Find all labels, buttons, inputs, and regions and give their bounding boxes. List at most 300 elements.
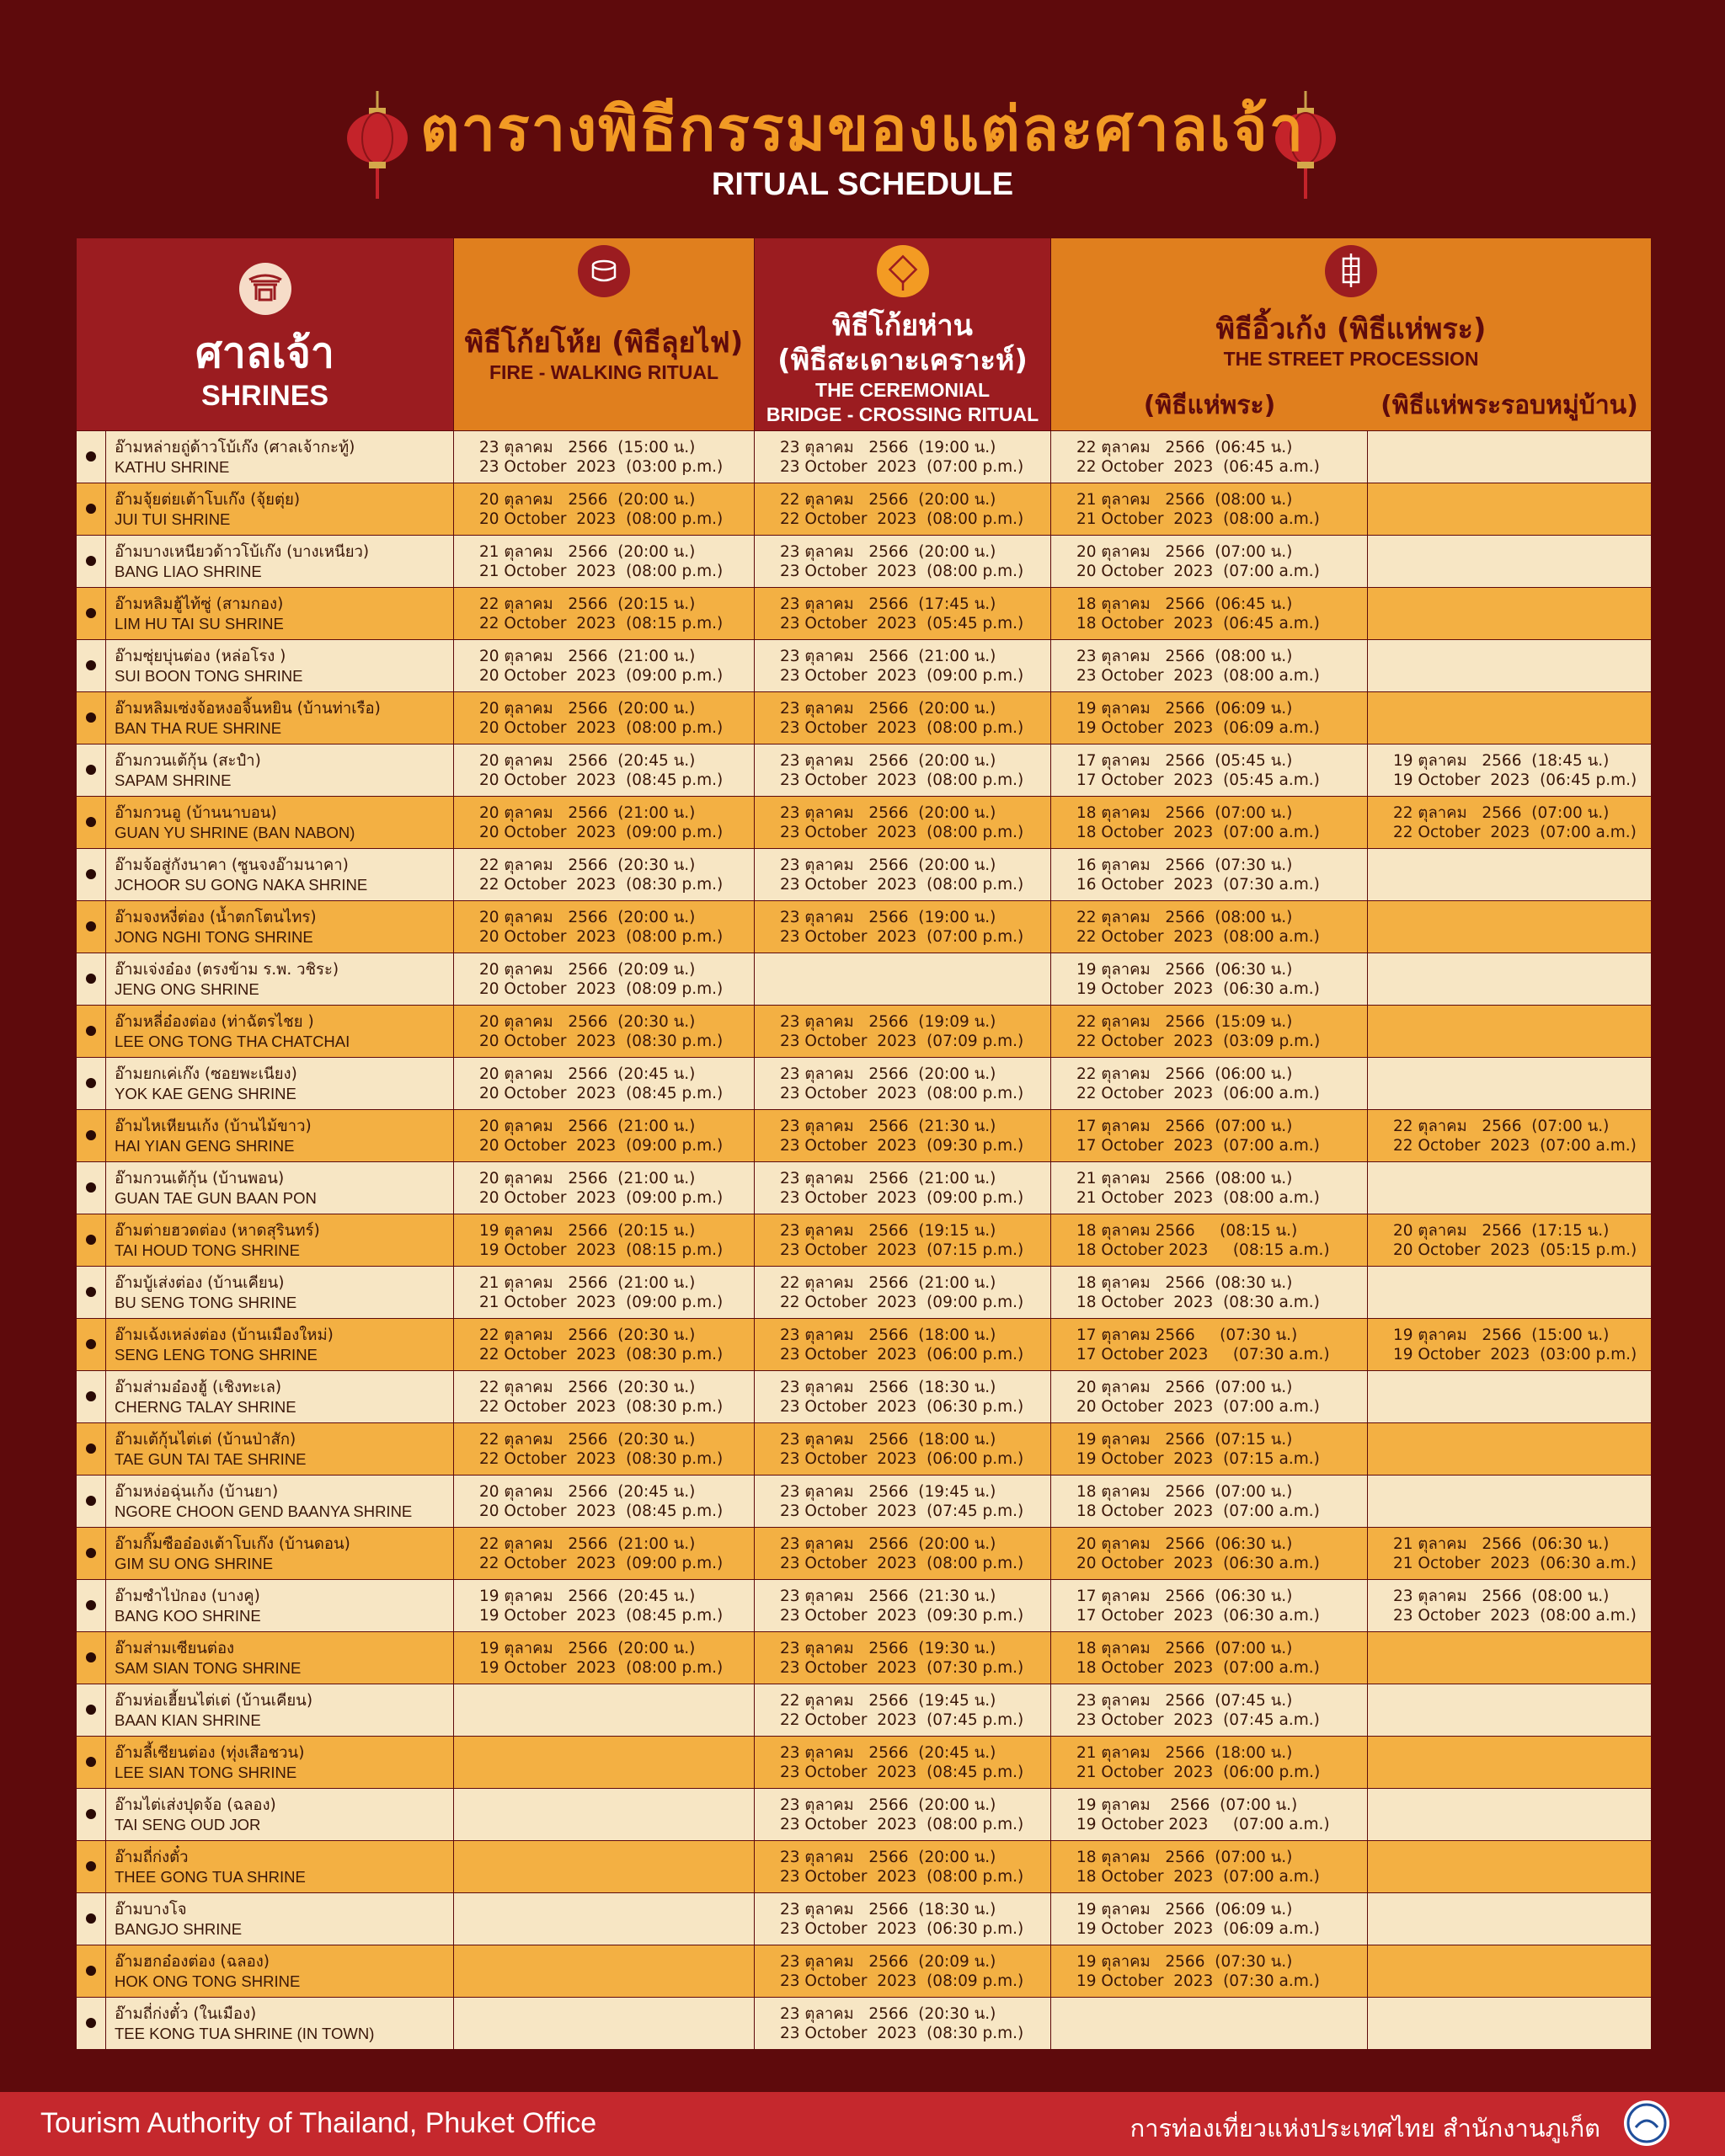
date-thai: 18 ตุลาคม 2566 (08:15 น.) xyxy=(1076,1221,1298,1240)
row-bullet xyxy=(77,640,106,692)
shrine-name-cell xyxy=(106,1528,454,1580)
shrine-name-english: CHERNG TALAY SHRINE xyxy=(115,1397,296,1416)
date-english: 18 October 2023 (06:45 a.m.) xyxy=(1076,614,1320,632)
shrine-name-english: LEE SIAN TONG SHRINE xyxy=(115,1763,297,1781)
date-thai: 23 ตุลาคม 2566 (20:00 น.) xyxy=(780,699,996,718)
fire-date-cell xyxy=(454,1893,755,1945)
proc-date-cell xyxy=(1051,1528,1368,1580)
date-english: 20 October 2023 (05:15 p.m.) xyxy=(1393,1241,1637,1259)
table-row xyxy=(77,483,1652,536)
date-english: 18 October 2023 (07:00 a.m.) xyxy=(1076,1658,1320,1677)
date-english: 23 October 2023 (03:00 p.m.) xyxy=(479,457,724,476)
date-english: 20 October 2023 (09:00 p.m.) xyxy=(479,666,724,685)
date-english: 19 October 2023 (07:00 a.m.) xyxy=(1076,1815,1330,1833)
row-bullet xyxy=(77,1580,106,1632)
date-english: 23 October 2023 (08:45 p.m.) xyxy=(780,1763,1024,1781)
date-thai: 23 ตุลาคม 2566 (20:00 น.) xyxy=(780,751,996,770)
proc-date-cell xyxy=(1051,1632,1368,1684)
date-english: 20 October 2023 (08:00 p.m.) xyxy=(479,510,724,528)
date-english: 21 October 2023 (08:00 a.m.) xyxy=(1076,1188,1320,1207)
date-english: 21 October 2023 (08:00 a.m.) xyxy=(1076,510,1320,528)
row-bullet xyxy=(77,588,106,640)
date-thai: 23 ตุลาคม 2566 (08:00 น.) xyxy=(1393,1587,1610,1605)
date-english: 18 October 2023 (08:30 a.m.) xyxy=(1076,1293,1320,1311)
date-english: 18 October 2023 (07:00 a.m.) xyxy=(1076,1867,1320,1886)
shrine-name-thai: อ๊ามกวนเต้กุ้น (สะปำ) xyxy=(115,751,261,770)
row-bullet xyxy=(77,1893,106,1945)
village-date-cell xyxy=(1368,1737,1652,1789)
date-thai: 20 ตุลาคม 2566 (17:15 น.) xyxy=(1393,1221,1610,1240)
fire-date-cell xyxy=(454,1319,755,1371)
date-thai: 21 ตุลาคม 2566 (06:30 น.) xyxy=(1393,1534,1610,1553)
shrine-name-thai: อ๊ามบู้เส่งต่อง (บ้านเคียน) xyxy=(115,1273,285,1292)
bullet-dot-icon xyxy=(86,1652,96,1662)
chinese-knot-icon xyxy=(877,245,929,297)
bullet-dot-icon xyxy=(86,1705,96,1715)
proc-date-cell xyxy=(1051,1214,1368,1267)
date-thai: 23 ตุลาคม 2566 (19:00 น.) xyxy=(780,438,996,456)
shrine-name-thai: อ๊ามฮกอ๋องต่อง (ฉลอง) xyxy=(115,1952,270,1971)
proc-date-cell xyxy=(1051,1998,1368,2050)
row-bullet xyxy=(77,744,106,797)
date-english: 22 October 2023 (07:45 p.m.) xyxy=(780,1710,1024,1729)
fire-date-cell xyxy=(454,1371,755,1423)
shrine-name-english: SAM SIAN TONG SHRINE xyxy=(115,1658,302,1677)
bullet-dot-icon xyxy=(86,869,96,879)
shrine-name-thai: อ๊ามไหเหียนเก้ง (บ้านไม้ขาว) xyxy=(115,1117,312,1135)
shrine-name-cell xyxy=(106,588,454,640)
shrine-name-thai: อ๊ามถี่ก่งตั๋ว (ในเมือง) xyxy=(115,2004,257,2023)
row-bullet xyxy=(77,536,106,588)
shrine-name-cell xyxy=(106,1789,454,1841)
bullet-dot-icon xyxy=(86,1130,96,1140)
bullet-dot-icon xyxy=(86,2018,96,2028)
date-thai: 22 ตุลาคม 2566 (20:30 น.) xyxy=(479,1430,696,1449)
date-english: 22 October 2023 (08:00 a.m.) xyxy=(1076,927,1320,946)
shrine-name-thai: อ๊ามหลิมฮู้ไท้ซู่ (สามกอง) xyxy=(115,595,284,613)
date-english: 22 October 2023 (08:30 p.m.) xyxy=(479,1449,724,1468)
date-english: 19 October 2023 (06:30 a.m.) xyxy=(1076,979,1320,998)
date-english: 19 October 2023 (07:15 a.m.) xyxy=(1076,1449,1320,1468)
bullet-dot-icon xyxy=(86,1548,96,1558)
row-bullet xyxy=(77,797,106,849)
bridge-date-cell xyxy=(755,1423,1051,1476)
row-bullet xyxy=(77,1841,106,1893)
shrine-name-english: BAN THA RUE SHRINE xyxy=(115,718,282,737)
shrine-name-thai: อ๊ามจุ้ยต่ยเต้าโบเก๊ง (จุ้ยตุ่ย) xyxy=(115,490,301,509)
date-english: 23 October 2023 (06:00 p.m.) xyxy=(780,1345,1024,1364)
shrine-name-thai: อ๊ามห่อเฮี้ยนไต่เต่ (บ้านเคียน) xyxy=(115,1691,313,1710)
date-thai: 17 ตุลาคม 2566 (05:45 น.) xyxy=(1076,751,1293,770)
shrines-title-thai: ศาลเจ้า xyxy=(195,328,334,377)
proc-date-cell xyxy=(1051,953,1368,1006)
date-english: 20 October 2023 (08:09 p.m.) xyxy=(479,979,724,998)
date-english: 21 October 2023 (06:00 p.m.) xyxy=(1076,1763,1321,1781)
date-thai: 23 ตุลาคม 2566 (18:30 น.) xyxy=(780,1900,996,1919)
shrine-name-thai: อ๊ามจงหงี่ต่อง (น้ำตกโตนไทร) xyxy=(115,908,317,926)
date-english: 18 October 2023 (08:15 a.m.) xyxy=(1076,1241,1330,1259)
bridge-date-cell xyxy=(755,1162,1051,1214)
shrine-name-cell xyxy=(106,1319,454,1371)
bridge-date-cell xyxy=(755,640,1051,692)
village-date-cell xyxy=(1368,536,1652,588)
date-english: 22 October 2023 (08:30 p.m.) xyxy=(479,1345,724,1364)
fire-date-cell xyxy=(454,1267,755,1319)
shrine-name-cell xyxy=(106,849,454,901)
date-english: 23 October 2023 (07:15 p.m.) xyxy=(780,1241,1024,1259)
bridge-title-english-line2: BRIDGE - CROSSING RITUAL xyxy=(766,403,1039,426)
shrine-name-cell xyxy=(106,1684,454,1737)
date-thai: 22 ตุลาคม 2566 (19:45 น.) xyxy=(780,1691,996,1710)
bridge-date-cell xyxy=(755,536,1051,588)
shrine-name-thai: อ๊ามเจ่งอ๋อง (ตรงข้าม ร.พ. วชิระ) xyxy=(115,960,339,979)
date-thai: 23 ตุลาคม 2566 (21:00 น.) xyxy=(780,647,996,665)
date-english: 22 October 2023 (08:30 p.m.) xyxy=(479,1397,724,1416)
bullet-dot-icon xyxy=(86,765,96,775)
footer-organization-english: Tourism Authority of Thailand, Phuket Office xyxy=(40,2107,597,2139)
date-english: 22 October 2023 (06:45 a.m.) xyxy=(1076,457,1320,476)
bridge-date-cell xyxy=(755,1319,1051,1371)
table-row xyxy=(77,1998,1652,2050)
lantern-icon xyxy=(1325,245,1377,297)
date-english: 18 October 2023 (07:00 a.m.) xyxy=(1076,1502,1320,1520)
proc-date-cell xyxy=(1051,1476,1368,1528)
date-thai: 16 ตุลาคม 2566 (07:30 น.) xyxy=(1076,856,1293,874)
table-row xyxy=(77,431,1652,483)
date-thai: 20 ตุลาคม 2566 (20:00 น.) xyxy=(479,908,696,926)
village-date-cell xyxy=(1368,1476,1652,1528)
shrine-name-cell xyxy=(106,1893,454,1945)
date-thai: 20 ตุลาคม 2566 (21:00 น.) xyxy=(479,1169,696,1187)
shrine-name-thai: อ๊ามจ้อสู่กังนาคา (ซูนจงอ๊ามนาคา) xyxy=(115,856,349,874)
bullet-dot-icon xyxy=(86,451,96,462)
shrine-name-english: KATHU SHRINE xyxy=(115,457,230,476)
date-thai: 19 ตุลาคม 2566 (06:09 น.) xyxy=(1076,1900,1293,1919)
bullet-dot-icon xyxy=(86,1861,96,1871)
table-row xyxy=(77,953,1652,1006)
table-row xyxy=(77,536,1652,588)
date-english: 19 October 2023 (08:45 p.m.) xyxy=(479,1606,724,1625)
date-thai: 23 ตุลาคม 2566 (18:00 น.) xyxy=(780,1326,996,1344)
date-english: 23 October 2023 (07:30 p.m.) xyxy=(780,1658,1024,1677)
date-english: 22 October 2023 (07:00 a.m.) xyxy=(1393,1136,1637,1155)
ritual-schedule-table xyxy=(76,237,1652,2050)
shrine-name-cell xyxy=(106,536,454,588)
date-english: 20 October 2023 (09:00 p.m.) xyxy=(479,823,724,841)
shrine-name-cell xyxy=(106,1371,454,1423)
date-thai: 19 ตุลาคม 2566 (06:30 น.) xyxy=(1076,960,1293,979)
shrine-name-english: BANG KOO SHRINE xyxy=(115,1606,261,1625)
date-thai: 22 ตุลาคม 2566 (20:30 น.) xyxy=(479,1326,696,1344)
date-english: 20 October 2023 (08:00 p.m.) xyxy=(479,927,724,946)
date-english: 19 October 2023 (06:09 a.m.) xyxy=(1076,718,1320,737)
date-english: 19 October 2023 (03:00 p.m.) xyxy=(1393,1345,1637,1364)
bullet-dot-icon xyxy=(86,1391,96,1401)
bridge-date-cell xyxy=(755,1684,1051,1737)
date-thai: 23 ตุลาคม 2566 (15:00 น.) xyxy=(479,438,696,456)
bridge-date-cell xyxy=(755,692,1051,744)
bridge-date-cell xyxy=(755,797,1051,849)
village-date-cell xyxy=(1368,1632,1652,1684)
date-thai: 23 ตุลาคม 2566 (08:00 น.) xyxy=(1076,647,1293,665)
table-row xyxy=(77,1632,1652,1684)
date-thai: 23 ตุลาคม 2566 (20:00 น.) xyxy=(780,803,996,822)
table-row xyxy=(77,588,1652,640)
date-english: 19 October 2023 (08:00 p.m.) xyxy=(479,1658,724,1677)
bullet-dot-icon xyxy=(86,1078,96,1088)
row-bullet xyxy=(77,1058,106,1110)
fire-date-cell xyxy=(454,1058,755,1110)
proc-date-cell xyxy=(1051,1841,1368,1893)
fire-date-cell xyxy=(454,536,755,588)
table-row xyxy=(77,1110,1652,1162)
proc-date-cell xyxy=(1051,797,1368,849)
village-date-cell xyxy=(1368,1371,1652,1423)
village-date-cell xyxy=(1368,1580,1652,1632)
date-thai: 22 ตุลาคม 2566 (20:30 น.) xyxy=(479,856,696,874)
date-thai: 19 ตุลาคม 2566 (07:00 น.) xyxy=(1076,1796,1298,1814)
fire-title-english: FIRE - WALKING RITUAL xyxy=(489,360,719,383)
row-bullet xyxy=(77,1162,106,1214)
proc-date-cell xyxy=(1051,1789,1368,1841)
date-thai: 18 ตุลาคม 2566 (07:00 น.) xyxy=(1076,1482,1293,1501)
bridge-date-cell xyxy=(755,588,1051,640)
shrine-name-thai: อ๊ามกิ๊มซืออ๋องเต้าโบเก๊ง (บ้านดอน) xyxy=(115,1534,350,1553)
date-thai: 20 ตุลาคม 2566 (20:45 น.) xyxy=(479,1065,696,1083)
fire-date-cell xyxy=(454,588,755,640)
date-thai: 23 ตุลาคม 2566 (20:00 น.) xyxy=(780,1848,996,1866)
bullet-dot-icon xyxy=(86,1287,96,1297)
date-thai: 22 ตุลาคม 2566 (15:09 น.) xyxy=(1076,1012,1293,1031)
bullet-dot-icon xyxy=(86,1809,96,1819)
shrine-name-cell xyxy=(106,1632,454,1684)
footer-bar xyxy=(0,2092,1725,2156)
row-bullet xyxy=(77,1476,106,1528)
table-row xyxy=(77,1945,1652,1998)
shrine-name-cell xyxy=(106,1945,454,1998)
village-date-cell xyxy=(1368,1006,1652,1058)
date-english: 20 October 2023 (09:00 p.m.) xyxy=(479,1136,724,1155)
shrine-name-thai: อ๊ามซุ่ยบุ่นต่อง (หล่อโรง ) xyxy=(115,647,286,665)
village-date-cell xyxy=(1368,1945,1652,1998)
shrine-name-english: TAE GUN TAI TAE SHRINE xyxy=(115,1449,307,1468)
date-english: 23 October 2023 (07:00 p.m.) xyxy=(780,457,1024,476)
date-thai: 19 ตุลาคม 2566 (07:30 น.) xyxy=(1076,1952,1293,1971)
date-thai: 22 ตุลาคม 2566 (21:00 น.) xyxy=(479,1534,696,1553)
shrine-name-cell xyxy=(106,431,454,483)
proc-date-cell xyxy=(1051,692,1368,744)
bridge-date-cell xyxy=(755,1893,1051,1945)
date-thai: 20 ตุลาคม 2566 (20:45 น.) xyxy=(479,1482,696,1501)
row-bullet xyxy=(77,1998,106,2050)
proc-date-cell xyxy=(1051,1267,1368,1319)
shrine-name-english: LIM HU TAI SU SHRINE xyxy=(115,614,284,632)
shrine-name-english: BANG LIAO SHRINE xyxy=(115,562,262,580)
date-english: 17 October 2023 (05:45 a.m.) xyxy=(1076,771,1320,789)
proc-date-cell xyxy=(1051,1684,1368,1737)
proc-date-cell xyxy=(1051,1162,1368,1214)
bridge-date-cell xyxy=(755,1789,1051,1841)
date-english: 19 October 2023 (06:45 p.m.) xyxy=(1393,771,1637,789)
fire-date-cell xyxy=(454,744,755,797)
table-row xyxy=(77,1423,1652,1476)
footer-organization-thai: การท่องเที่ยวแห่งประเทศไทย สำนักงานภูเก็ต xyxy=(1130,2114,1600,2143)
date-thai: 23 ตุลาคม 2566 (19:00 น.) xyxy=(780,908,996,926)
bridge-date-cell xyxy=(755,744,1051,797)
date-english: 17 October 2023 (06:30 a.m.) xyxy=(1076,1606,1320,1625)
shrine-name-thai: อ๊ามหล่ายถู่ด้าวโบ้เก๊ง (ศาลเจ้ากะทู้) xyxy=(115,438,355,456)
fire-date-cell xyxy=(454,849,755,901)
date-english: 21 October 2023 (06:30 a.m.) xyxy=(1393,1554,1637,1572)
bridge-date-cell xyxy=(755,1371,1051,1423)
table-row xyxy=(77,1058,1652,1110)
date-thai: 19 ตุลาคม 2566 (06:09 น.) xyxy=(1076,699,1293,718)
date-thai: 20 ตุลาคม 2566 (20:09 น.) xyxy=(479,960,696,979)
column-header-shrines xyxy=(77,238,454,431)
shrine-name-cell xyxy=(106,744,454,797)
date-thai: 22 ตุลาคม 2566 (06:45 น.) xyxy=(1076,438,1293,456)
proc-date-cell xyxy=(1051,588,1368,640)
page-title-thai: ตารางพิธีกรรมของแต่ละศาลเจ้า xyxy=(419,93,1306,164)
date-english: 17 October 2023 (07:30 a.m.) xyxy=(1076,1345,1330,1364)
date-thai: 20 ตุลาคม 2566 (21:00 น.) xyxy=(479,1117,696,1135)
village-date-cell xyxy=(1368,797,1652,849)
shrine-name-english: JENG ONG SHRINE xyxy=(115,979,259,998)
shrine-name-thai: อ๊ามลี้เซียนต่อง (ทุ่งเสือชวน) xyxy=(115,1743,305,1762)
table-row xyxy=(77,1789,1652,1841)
village-date-cell xyxy=(1368,483,1652,536)
shrine-name-english: JUI TUI SHRINE xyxy=(115,510,231,528)
date-thai: 23 ตุลาคม 2566 (19:15 น.) xyxy=(780,1221,996,1240)
date-english: 23 October 2023 (09:30 p.m.) xyxy=(780,1136,1024,1155)
date-thai: 19 ตุลาคม 2566 (15:00 น.) xyxy=(1393,1326,1610,1344)
shrine-name-english: YOK KAE GENG SHRINE xyxy=(115,1084,296,1102)
shrine-name-english: BU SENG TONG SHRINE xyxy=(115,1293,297,1311)
shrine-name-cell xyxy=(106,1998,454,2050)
shrine-name-cell xyxy=(106,1267,454,1319)
date-thai: 20 ตุลาคม 2566 (07:00 น.) xyxy=(1076,1378,1293,1396)
table-row xyxy=(77,1893,1652,1945)
date-english: 23 October 2023 (08:00 p.m.) xyxy=(780,718,1024,737)
shrine-name-cell xyxy=(106,1162,454,1214)
bullet-dot-icon xyxy=(86,1182,96,1193)
date-english: 23 October 2023 (08:00 p.m.) xyxy=(780,1084,1024,1102)
date-english: 23 October 2023 (08:00 p.m.) xyxy=(780,1867,1024,1886)
date-thai: 18 ตุลาคม 2566 (07:00 น.) xyxy=(1076,803,1293,822)
date-thai: 18 ตุลาคม 2566 (07:00 น.) xyxy=(1076,1848,1293,1866)
fire-date-cell xyxy=(454,1998,755,2050)
bridge-date-cell xyxy=(755,1998,1051,2050)
bridge-date-cell xyxy=(755,1580,1051,1632)
date-english: 23 October 2023 (08:09 p.m.) xyxy=(780,1972,1024,1990)
date-english: 19 October 2023 (06:09 a.m.) xyxy=(1076,1919,1320,1938)
shrine-name-thai: อ๊ามกวนอู (บ้านนาบอน) xyxy=(115,803,277,822)
date-english: 22 October 2023 (08:30 p.m.) xyxy=(479,875,724,894)
proc-date-cell xyxy=(1051,1371,1368,1423)
table-row xyxy=(77,692,1652,744)
row-bullet xyxy=(77,692,106,744)
table-row xyxy=(77,1476,1652,1528)
proc-date-cell xyxy=(1051,901,1368,953)
proc-date-cell xyxy=(1051,640,1368,692)
fire-date-cell xyxy=(454,1684,755,1737)
shrine-name-english: NGORE CHOON GEND BAANYA SHRINE xyxy=(115,1502,413,1520)
shrine-name-english: HOK ONG TONG SHRINE xyxy=(115,1972,301,1990)
table-row xyxy=(77,797,1652,849)
shrine-name-cell xyxy=(106,901,454,953)
date-thai: 23 ตุลาคม 2566 (18:00 น.) xyxy=(780,1430,996,1449)
shrine-name-thai: อ๊ามยกเค่เก๊ง (ซอยพะเนียง) xyxy=(115,1065,297,1083)
bridge-date-cell xyxy=(755,1214,1051,1267)
date-thai: 20 ตุลาคม 2566 (06:30 น.) xyxy=(1076,1534,1293,1553)
bullet-dot-icon xyxy=(86,556,96,566)
shrine-name-cell xyxy=(106,1006,454,1058)
date-english: 23 October 2023 (06:00 p.m.) xyxy=(780,1449,1024,1468)
tat-logo-icon xyxy=(1624,2100,1669,2146)
village-date-cell xyxy=(1368,588,1652,640)
village-date-cell xyxy=(1368,849,1652,901)
shrine-name-cell xyxy=(106,1580,454,1632)
date-english: 23 October 2023 (05:45 p.m.) xyxy=(780,614,1024,632)
row-bullet xyxy=(77,1319,106,1371)
proc-date-cell xyxy=(1051,483,1368,536)
fire-date-cell xyxy=(454,1110,755,1162)
date-thai: 23 ตุลาคม 2566 (19:09 น.) xyxy=(780,1012,996,1031)
bridge-date-cell xyxy=(755,1632,1051,1684)
village-date-cell xyxy=(1368,1893,1652,1945)
proc-date-cell xyxy=(1051,1737,1368,1789)
date-thai: 21 ตุลาคม 2566 (21:00 น.) xyxy=(479,1273,696,1292)
fire-date-cell xyxy=(454,483,755,536)
shrine-name-thai: อ๊ามเต้กุ้นไต่เต่ (บ้านป่าสัก) xyxy=(115,1430,296,1449)
row-bullet xyxy=(77,849,106,901)
bridge-date-cell xyxy=(755,1841,1051,1893)
date-thai: 22 ตุลาคม 2566 (08:00 น.) xyxy=(1076,908,1293,926)
shrine-name-english: BANGJO SHRINE xyxy=(115,1919,243,1938)
bridge-date-cell xyxy=(755,901,1051,953)
shrine-name-cell xyxy=(106,1214,454,1267)
proc-date-cell xyxy=(1051,1580,1368,1632)
date-thai: 20 ตุลาคม 2566 (20:45 น.) xyxy=(479,751,696,770)
village-date-cell xyxy=(1368,640,1652,692)
drum-icon xyxy=(578,245,630,297)
date-english: 20 October 2023 (08:45 p.m.) xyxy=(479,1502,724,1520)
date-english: 23 October 2023 (08:00 p.m.) xyxy=(780,823,1024,841)
date-english: 22 October 2023 (03:09 p.m.) xyxy=(1076,1032,1321,1050)
village-date-cell xyxy=(1368,953,1652,1006)
shrine-name-cell xyxy=(106,1110,454,1162)
fire-date-cell xyxy=(454,1945,755,1998)
bullet-dot-icon xyxy=(86,974,96,984)
date-thai: 20 ตุลาคม 2566 (20:00 น.) xyxy=(479,490,696,509)
bullet-dot-icon xyxy=(86,921,96,931)
date-english: 23 October 2023 (07:09 p.m.) xyxy=(780,1032,1024,1050)
proc-date-cell xyxy=(1051,744,1368,797)
column-header-bridge-crossing xyxy=(755,238,1051,431)
bullet-dot-icon xyxy=(86,1235,96,1245)
bridge-date-cell xyxy=(755,1006,1051,1058)
table-row xyxy=(77,1580,1652,1632)
table-row xyxy=(77,1841,1652,1893)
date-thai: 20 ตุลาคม 2566 (07:00 น.) xyxy=(1076,542,1293,561)
table-row xyxy=(77,640,1652,692)
shrine-name-cell xyxy=(106,640,454,692)
date-english: 19 October 2023 (07:30 a.m.) xyxy=(1076,1972,1320,1990)
table-row xyxy=(77,849,1652,901)
bullet-dot-icon xyxy=(86,1600,96,1610)
date-thai: 23 ตุลาคม 2566 (20:00 น.) xyxy=(780,542,996,561)
date-english: 21 October 2023 (08:00 p.m.) xyxy=(479,562,724,580)
